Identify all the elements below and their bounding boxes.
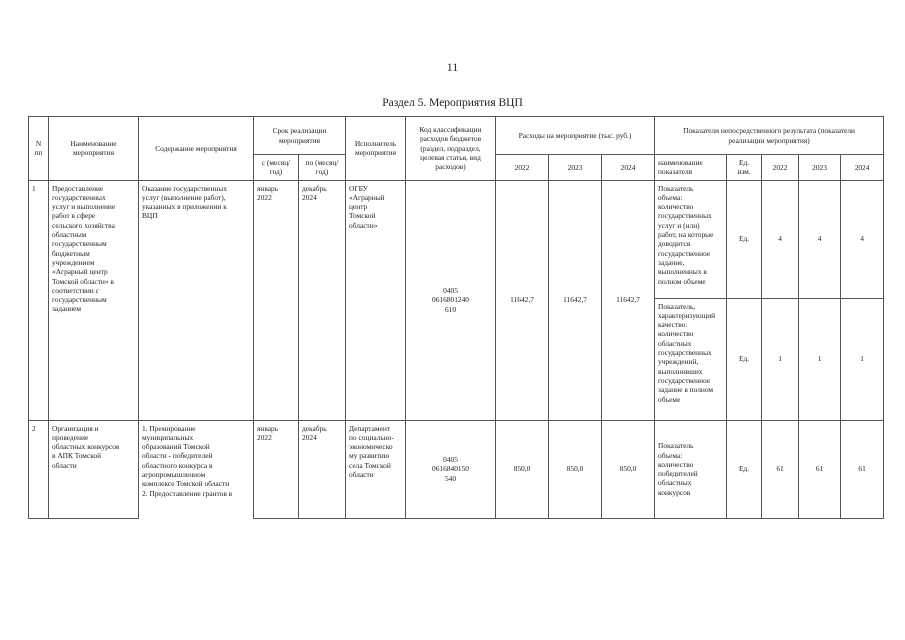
indicator-value-1: 1: [762, 298, 799, 420]
header-indicator-name: наименование показателя: [655, 155, 727, 181]
row-content: 1. Премирование муниципальных образований Томской области - победителей областного конкурса в агропромышленном комплексе Томской области 2. Предоставление грантов в: [139, 420, 254, 518]
header-code: Код классификации расходов бюджетов (раздел, подраздел, целевая статья, вид расходов): [406, 117, 496, 181]
row-num: 1: [29, 180, 49, 420]
row-name: Организация и проведение областных конкурсов в АПК Томской области: [49, 420, 139, 518]
indicator-unit: Ед.: [727, 180, 762, 298]
row-num: 2: [29, 420, 49, 518]
indicator-unit: Ед.: [727, 420, 762, 518]
table-row: [29, 420, 884, 518]
header-num: N пп: [29, 117, 49, 181]
indicator-name: Показатель, характеризующий качество: количество областных государственных учреждений, выполнивших государственное задание в полном объеме: [655, 298, 727, 420]
header-term: Срок реализации мероприятия: [254, 117, 346, 155]
row-exp-1: 11642,7: [496, 180, 549, 420]
row-exp-3: 11642,7: [602, 180, 655, 420]
indicator-value-3: 4: [841, 180, 884, 298]
row-exp-1: 850,0: [496, 420, 549, 518]
page-number: 11: [446, 60, 459, 74]
header-executor: Исполнитель мероприятия: [346, 117, 406, 181]
row-executor: Департамент по социально- экономическо му развитию села Томской области: [346, 420, 406, 518]
header-expenses: Расходы на мероприятие (тыс. руб.): [496, 117, 655, 155]
header-ind-year-3: 2024: [841, 155, 884, 181]
indicator-name: Показатель объема: количество победителей областных конкурсов: [655, 420, 727, 518]
header-row-1: [29, 117, 884, 155]
header-indicator-unit: Ед. изм.: [727, 155, 762, 181]
header-term-to: по (месяц/ год): [299, 155, 346, 181]
indicator-value-2: 61: [799, 420, 841, 518]
header-name: Наименование мероприятия: [49, 117, 139, 181]
indicator-value-3: 1: [841, 298, 884, 420]
row-code: 0405 0616801240 610: [406, 180, 496, 420]
indicator-value-2: 1: [799, 298, 841, 420]
header-term-from: с (месяц/ год): [254, 155, 299, 181]
row-exp-2: 850,0: [549, 420, 602, 518]
row-content: Оказание государственных услуг (выполнение работ), указанных в приложении к ВЦП: [139, 180, 254, 420]
header-exp-year-1: 2022: [496, 155, 549, 181]
row-to: декабрь 2024: [299, 420, 346, 518]
indicator-value-3: 61: [841, 420, 884, 518]
header-ind-year-1: 2022: [762, 155, 799, 181]
indicator-name: Показатель объема: количество государственных услуг и (или) работ, на которые доводится государственное задание, выполненных в полном объеме: [655, 180, 727, 298]
row-name: Предоставление государственных услуг и выполнение работ в сфере сельского хозяйства областным государственным бюджетным учреждением «Аграрный центр Томской области» в соответствии с государственным заданием: [49, 180, 139, 420]
indicator-value-1: 4: [762, 180, 799, 298]
row-code: 0405 0616840150 540: [406, 420, 496, 518]
header-exp-year-3: 2024: [602, 155, 655, 181]
indicator-value-2: 4: [799, 180, 841, 298]
row-to: декабрь 2024: [299, 180, 346, 420]
row-from: январь 2022: [254, 420, 299, 518]
row-from: январь 2022: [254, 180, 299, 420]
table-row: [29, 180, 884, 298]
header-ind-year-2: 2023: [799, 155, 841, 181]
row-executor: ОГБУ «Аграрный центр Томской области»: [346, 180, 406, 420]
header-exp-year-2: 2023: [549, 155, 602, 181]
header-content: Содержание мероприятия: [139, 117, 254, 181]
row-exp-2: 11642,7: [549, 180, 602, 420]
indicator-unit: Ед.: [727, 298, 762, 420]
section-title: Раздел 5. Мероприятия ВЦП: [382, 97, 523, 109]
events-table: [28, 116, 884, 519]
header-indicators: Показатели непосредственного результата (показатели реализации мероприятия): [655, 117, 884, 155]
row-exp-3: 850,0: [602, 420, 655, 518]
indicator-value-1: 61: [762, 420, 799, 518]
